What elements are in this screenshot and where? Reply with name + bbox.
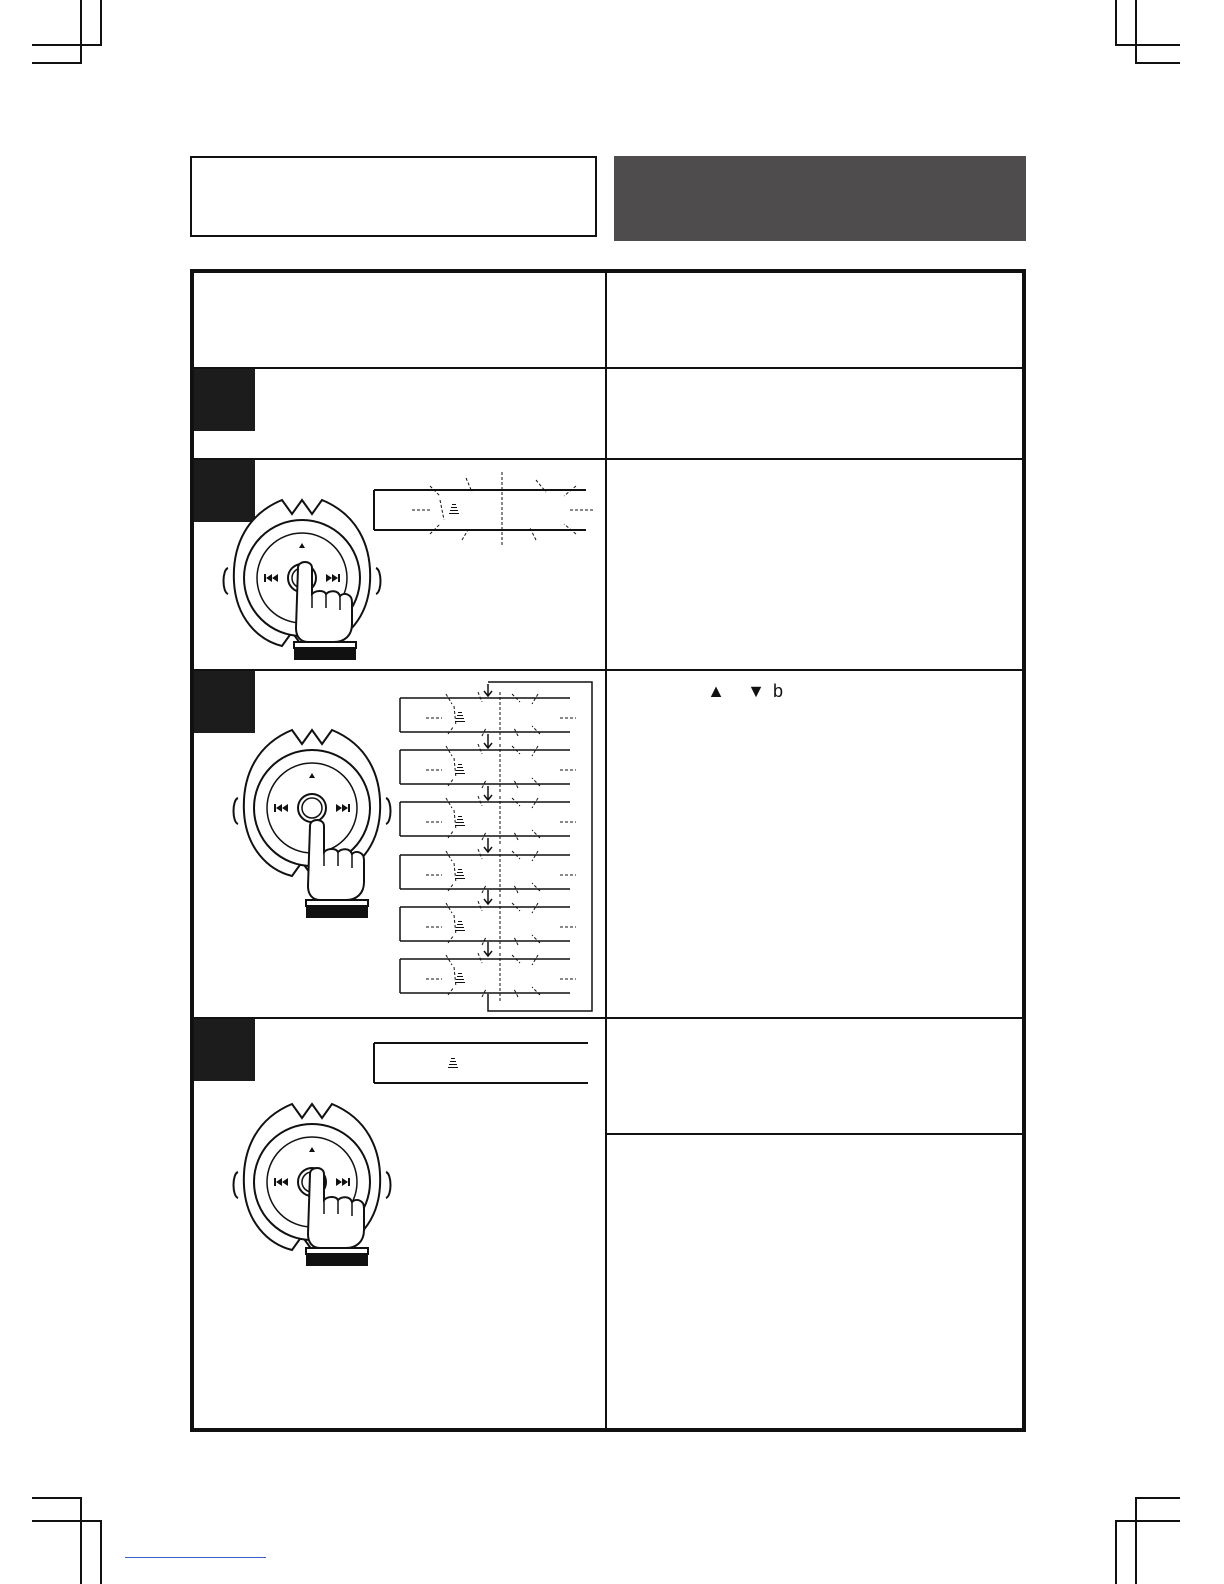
down-arrow-glyph: ▼ (747, 681, 765, 701)
step2-display (374, 472, 594, 546)
step3-display-cycle (400, 682, 592, 1011)
footer-link-underline[interactable] (125, 1557, 266, 1558)
step4-display (374, 1043, 588, 1083)
up-arrow-glyph: ▲ (707, 681, 725, 701)
instruction-letter: b (773, 681, 784, 701)
